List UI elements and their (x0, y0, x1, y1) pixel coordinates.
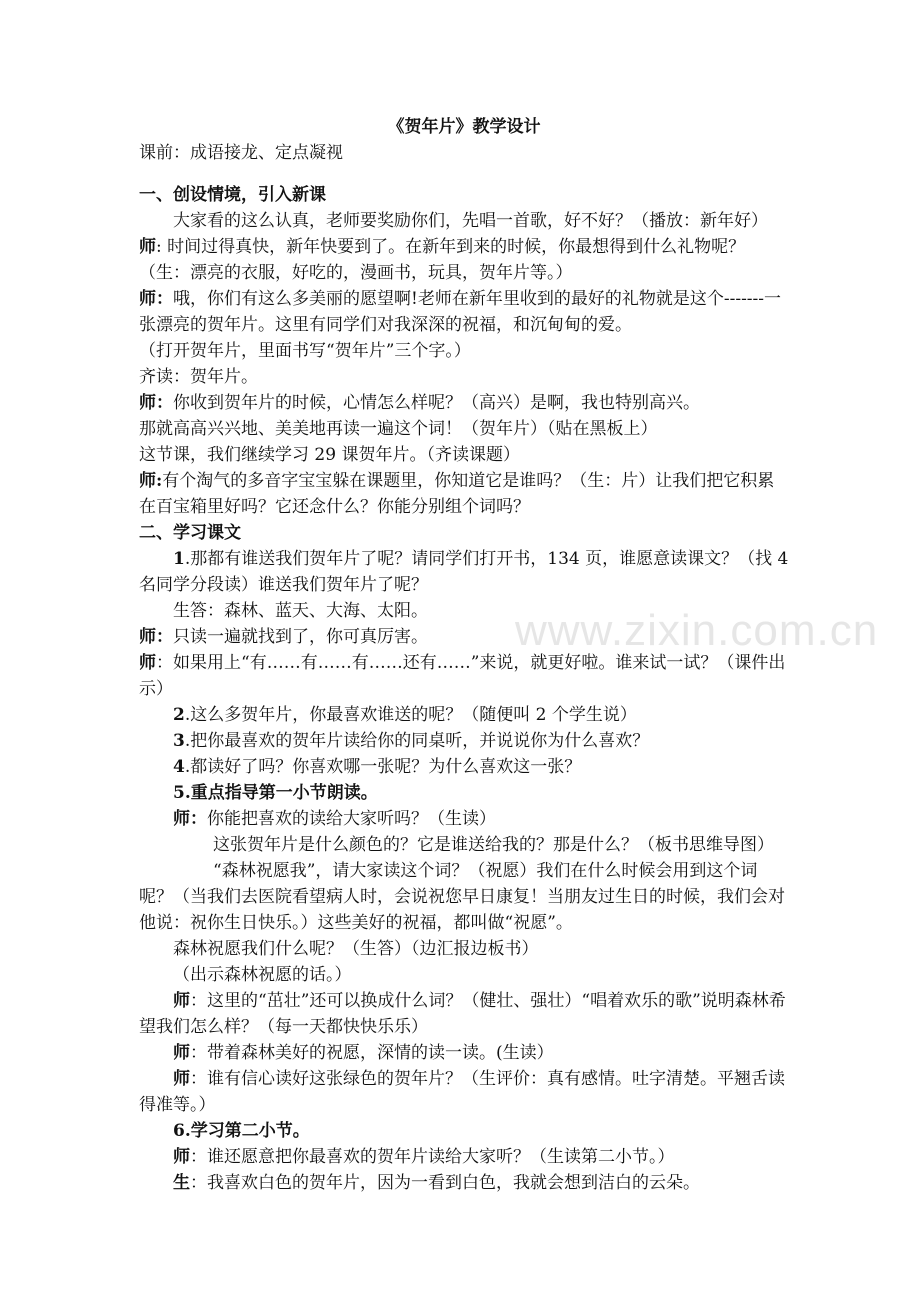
speaker-tag: 师 (139, 237, 156, 257)
paragraph-text: .这么多贺年片，你最喜欢谁送的呢？（随便叫 2 个学生说） (184, 705, 637, 725)
pre-class-line: 课前：成语接龙、定点凝视 (139, 143, 343, 163)
step-number: 4 (173, 757, 185, 777)
paragraph (139, 1144, 789, 1170)
speaker-tag: 师 (173, 991, 190, 1011)
page-title: 《贺年片》教学设计 (387, 117, 541, 137)
paragraph-text: 你能把喜欢的读给大家听吗？（生读） (207, 809, 496, 829)
paragraph: （出示森林祝愿的话。） (173, 965, 352, 985)
paragraph-text: ：谁有信心读好这张绿色的贺年片？（生评价：真有感情。吐字清楚。平翘舌读得准等。） (139, 1069, 785, 1115)
paragraph (139, 1040, 789, 1066)
paragraph (139, 702, 789, 728)
subsection-heading: 6.学习第二小节。 (173, 1121, 310, 1141)
paragraph (139, 1066, 789, 1118)
step-number: 1 (173, 549, 185, 569)
paragraph: 这节课，我们继续学习 29 课贺年片。（齐读课题） (139, 445, 520, 465)
paragraph: “森林祝愿我”，请大家读这个词？（祝愿）我们在什么时候会用到这个词呢？（当我们去医院看望病人时，会说祝您早日康复！当朋友过生日的时候，我们会对他说：祝你生日快乐。）这些美好的祝福，都叫做“祝愿”。 (139, 861, 785, 933)
speaker-tag: 师 (173, 1147, 190, 1167)
paragraph (139, 390, 789, 416)
paragraph (139, 650, 789, 702)
paragraph (139, 1170, 789, 1196)
paragraph (139, 806, 789, 832)
paragraph: 齐读：贺年片。 (139, 367, 258, 387)
speaker-tag: 师 (139, 653, 156, 673)
paragraph: 大家看的这么认真，老师要奖励你们，先唱一首歌，好不好？（播放：新年好） (173, 211, 768, 231)
document-body (139, 114, 789, 1196)
paragraph (139, 286, 789, 338)
paragraph: （打开贺年片，里面书写“贺年片”三个字。） (139, 341, 471, 361)
paragraph-text: 有个淘气的多音字宝宝躲在课题里，你知道它是谁吗？（生：片）让我们把它积累在百宝箱里好吗？它还念什么？你能分别组个词吗？ (139, 471, 775, 517)
paragraph-text: : 时间过得真快，新年快要到了。在新年到来的时候，你最想得到什么礼物呢？（生：漂亮的衣服，好吃的，漫画书，玩具，贺年片等。） (139, 237, 746, 283)
paragraph: 那就高高兴兴地、美美地再读一遍这个词！（贺年片）（贴在黑板上） (139, 419, 658, 439)
paragraph-text: 哦，你们有这么多美丽的愿望啊!老师在新年里收到的最好的礼物就是这个-------一张漂亮的贺年片。这里有同学们对我深深的祝福，和沉甸甸的爱。 (139, 289, 782, 335)
paragraph-text: 只读一遍就找到了，你可真厉害。 (173, 627, 428, 647)
speaker-tag: 师： (173, 809, 207, 829)
paragraph: 生答：森林、蓝天、大海、太阳。 (173, 601, 428, 621)
paragraph-text: 你收到贺年片的时候，心情怎么样呢？（高兴）是啊，我也特别高兴。 (173, 393, 700, 413)
paragraph-text: .把你最喜欢的贺年片读给你的同桌听，并说说你为什么喜欢？ (184, 731, 650, 751)
paragraph: 这张贺年片是什么颜色的？它是谁送给我的？那是什么？（板书思维导图） (213, 835, 774, 855)
blank-line (139, 166, 789, 182)
paragraph-text: ：谁还愿意把你最喜欢的贺年片读给大家听？（生读第二小节。） (190, 1147, 675, 1167)
speaker-tag: 师 (173, 1043, 190, 1063)
step-number: 3 (173, 731, 185, 751)
speaker-tag: 师 (173, 1069, 190, 1089)
section-heading-1: 一、创设情境，引入新课 (139, 185, 326, 205)
speaker-tag: 师： (139, 289, 173, 309)
speaker-tag: 师： (139, 627, 173, 647)
speaker-tag: 师： (139, 393, 173, 413)
paragraph-text: ：如果用上“有……有……有……还有……”来说，就更好啦。谁来试一试？（课件出示） (139, 653, 786, 699)
step-number: 2 (173, 705, 185, 725)
paragraph: 森林祝愿我们什么呢？（生答）（边汇报边板书） (173, 939, 539, 959)
paragraph (139, 988, 789, 1040)
paragraph (139, 234, 789, 286)
paragraph-text: .都读好了吗？你喜欢哪一张呢？为什么喜欢这一张？ (184, 757, 582, 777)
paragraph (139, 728, 789, 754)
paragraph (139, 624, 789, 650)
paragraph (139, 754, 789, 780)
paragraph-text: ：这里的“茁壮”还可以换成什么词？（健壮、强壮）“唱着欢乐的歌”说明森林希望我们怎么样？（每一天都快快乐乐） (139, 991, 786, 1037)
paragraph (139, 468, 789, 520)
paragraph-text: .那都有谁送我们贺年片了呢？请同学们打开书，134 页，谁愿意读课文？（找 4 名同学分段读）谁送我们贺年片了呢？ (139, 549, 789, 595)
watermark: www.zixin.com.cn (515, 606, 879, 655)
paragraph-text: ：我喜欢白色的贺年片，因为一看到白色，我就会想到洁白的云朵。 (190, 1173, 700, 1193)
section-heading-2: 二、学习课文 (139, 523, 241, 543)
speaker-tag: 师: (139, 471, 163, 491)
paragraph-text: ：带着森林美好的祝愿，深情的读一读。(生读） (190, 1043, 554, 1063)
subsection-heading: 5.重点指导第一小节朗读。 (173, 783, 378, 803)
speaker-tag: 生 (173, 1173, 190, 1193)
paragraph (139, 546, 789, 598)
